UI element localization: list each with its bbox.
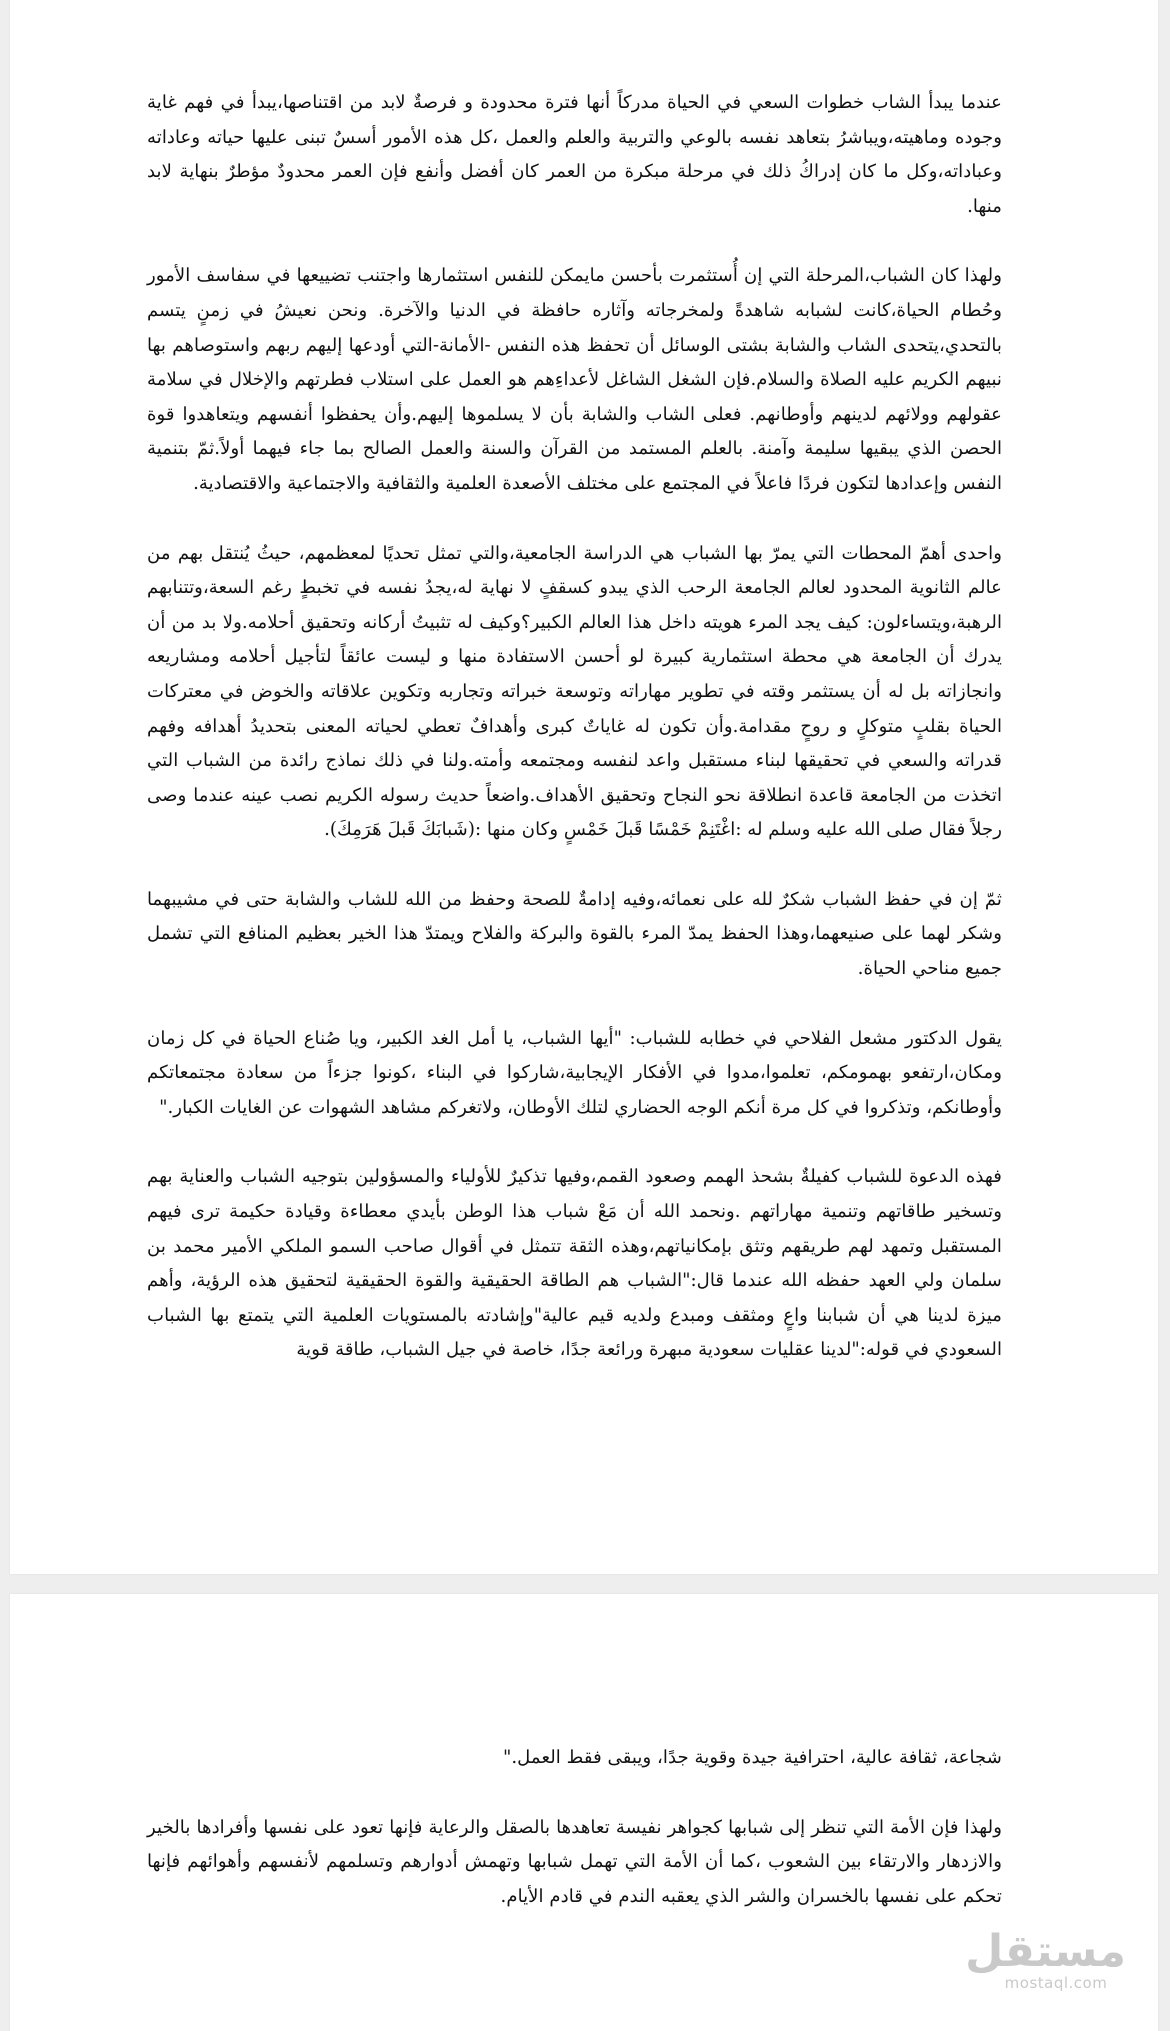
paragraph: ثمّ إن في حفظ الشباب شكرٌ لله على نعمائه،وفيه إدامةٌ للصحة وحفظ من الله للشاب والشابة حتى في مشيبهما وشكر لهما على صنيعهما،وهذا الحفظ يمدّ المرء بالقوة والبركة والفلاح ويمتدّ هذا الخير بعظيم المنافع التي تشمل جميع مناحي الحياة.: [147, 888, 1002, 980]
paragraph: شجاعة، ثقافة عالية، احترافية جيدة وقوية جدًا، ويبقى فقط العمل.": [503, 1747, 1002, 1768]
paragraph: واحدى أهمّ المحطات التي يمرّ بها الشباب هي الدراسة الجامعية،والتي تمثل تحديًا لمعظمهم، حيثُ يُنتقل بهم من عالم الثانوية المحدود لعالم الجامعة الرحب الذي يبدو كسقفٍ لا نهاية له،يجدُ نفسه في تخبطٍ رغم السعة،وتتنابهم الرهبة،ويتساءلون: كيف يجد المرء هويته داخل هذا العالم الكبير؟وكيف له تثبيتُ أركانه وتحقيق أحلامه.ولا بد من أن يدرك أن الجامعة هي محطة استثمارية كبيرة لو أحسن الاستفادة منها و ليست عائقاً لتأجيل أحلامه ومشاريعه وانجازاته بل له أن يستثمر وقته في تطوير مهاراته وتوسعة خبراته وتجاربه وتكوين علاقاته والخوض في معتركات الحياة بقلبٍ متوكلٍ و روحٍ مقدامة.وأن تكون له غاياتٌ كبرى وأهدافٌ تعطي لحياته المعنى بتحديدُ أهدافه وفهم قدراته والسعي في تحقيقها لبناء مستقبل واعد لنفسه ومجتمعه وأمته.ولنا في ذلك نماذج رائدة من الشباب التي اتخذت من الجامعة قاعدة انطلاقة نحو النجاح وتحقيق الأهداف.واضعاً حديث رسوله الكريم نصب عينه عندما وصى رجلاً فقال صلى الله عليه وسلم له :اغْتَنِمْ خَمْسًا قَبلَ خَمْسٍ وكان منها :(شَبابَكَ قَبلَ هَرَمِكَ).: [147, 542, 1002, 841]
document-page-2: [10, 1594, 1158, 2031]
paragraph: يقول الدكتور مشعل الفلاحي في خطابه للشباب: "أيها الشباب، يا أمل الغد الكبير، ويا صُناع الحياة في كل زمان ومكان،ارتفعو بهمومكم، تعلموا،مدوا في الأفكار الإيجابية،شاركوا في البناء ،كونوا جزءاً من سعادة مجتمعاتكم وأوطانكم، وتذكروا في كل مرة أنكم الوجه الحضاري لتلك الأوطان، ولاتغركم مشاهد الشهوات عن الغايات الكبار.": [147, 1027, 1002, 1118]
mostaql-watermark: [965, 1926, 1126, 1992]
watermark-domain: mostaql.com: [1004, 1974, 1108, 1992]
paragraph: ولهذا كان الشباب،المرحلة التي إن أُستثمرت بأحسن مايمكن للنفس استثمارها واجتنب تضييعها في سفاسف الأمور وحُطام الحياة،كانت لشبابه شاهدةً ولمخرجاته وآثاره حافظة في الدنيا والآخرة. ونحن نعيشُ في زمنٍ يتسم بالتحدي،يتحدى الشاب والشابة بشتى الوسائل أن تحفظ هذه النفس -الأمانة-التي أودعها إليهم ربهم واستوصاهم بها نبيهم الكريم عليه الصلاة والسلام.فإن الشغل الشاغل لأعداءِهم هو العمل على استلاب فطرتهم والإخلال في سلامة عقولهم وولائهم لدينهم وأوطانهم. فعلى الشاب والشابة بأن لا يسلموها إليهم.وأن يحفظوا أنفسهم ويتعاهدوا قوة الحصن الذي يبقيها سليمة وآمنة. بالعلم المستمد من القرآن والسنة والعمل الصالح بما جاء فيهما أولاً.ثمّ بتنمية النفس وإعدادها لتكون فردًا فاعلاً في المجتمع على مختلف الأصعدة العلمية والثقافية والاجتماعية والاقتصادية.: [147, 265, 1002, 494]
page-2-text: [147, 1741, 1002, 1949]
paragraph: عندما يبدأ الشاب خطوات السعي في الحياة مدركاً أنها فترة محدودة و فرصةٌ لابد من اقتناصها،يبدأ في فهم غاية وجوده وماهيته،ويباشرُ بتعاهد نفسه بالوعي والتربية والعلم والعمل ،كل هذه الأمور أسسٌ تبنى عليها حياته وعاداته وعباداته،وكل ما كان إدراكُ ذلك في مرحلة مبكرة من العمر كان أفضل وأنفع فإن العمر محدودٌ مؤطرٌ بنهاية لابد منها.: [147, 92, 1002, 217]
watermark-logo-text: مستقل: [965, 1926, 1126, 1977]
paragraph: ولهذا فإن الأمة التي تنظر إلى شبابها كجواهر نفيسة تعاهدها بالصقل والرعاية فإنها تعود على نفسها وأفرادها بالخير والازدهار والارتقاء بين الشعوب ،كما أن الأمة التي تهمل شبابها وتهمش أدوارهم وتسلمهم لأنفسهم وأهوائهم فإنها تحكم على نفسها بالخسران والشر الذي يعقبه الندم في قادم الأيام.: [147, 1816, 1002, 1907]
paragraph: فهذه الدعوة للشباب كفيلةٌ بشحذ الهمم وصعود القمم،وفيها تذكيرٌ للأولياء والمسؤولين بتوجيه الشباب والعناية بهم وتسخير طاقاتهم وتنمية مهاراتهم .ونحمد الله أن مَعْ شباب هذا الوطن بأيدي معطاءة وقيادة حكيمة ترى فيهم المستقبل وتمهد لهم طريقهم وتثق بإمكانياتهم،وهذه الثقة تتمثل في أقوال صاحب السمو الملكي الأمير محمد بن سلمان ولي العهد حفظه الله عندما قال:"الشباب هم الطاقة الحقيقية والقوة الحقيقية لتحقيق هذه الرؤية، وأهم ميزة لدينا هي أن شبابنا واعٍ ومثقف ومبدع ولديه قيم عالية"وإشادته بالمستويات العلمية التي يتمتع بها الشباب السعودي في قوله:"لدينا عقليات سعودية مبهرة ورائعة جدًا، خاصة في جيل الشباب، طاقة قوية: [147, 1166, 1002, 1361]
document-page-1: [10, 0, 1158, 1574]
page-1-text: [147, 86, 1002, 1403]
